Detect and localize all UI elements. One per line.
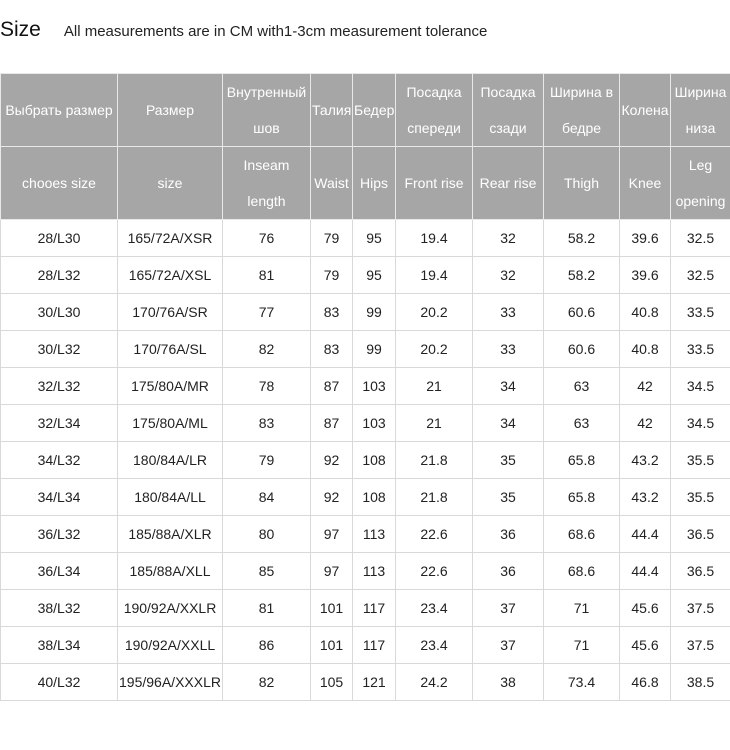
cell-size: 195/96A/XXXLR bbox=[118, 664, 223, 701]
cell-size: 175/80A/MR bbox=[118, 368, 223, 405]
cell-thigh: 73.4 bbox=[544, 664, 620, 701]
col-header-en: Leg opening bbox=[671, 147, 730, 220]
cell-leg-opening: 32.5 bbox=[671, 257, 730, 294]
col-header-en: Inseam length bbox=[223, 147, 311, 220]
col-header-ru: Размер bbox=[118, 74, 223, 147]
cell-leg-opening: 32.5 bbox=[671, 220, 730, 257]
cell-hips: 103 bbox=[353, 368, 396, 405]
cell-leg-opening: 37.5 bbox=[671, 590, 730, 627]
cell-knee: 39.6 bbox=[620, 220, 671, 257]
cell-leg-opening: 34.5 bbox=[671, 405, 730, 442]
cell-choose-size: 36/L32 bbox=[1, 516, 118, 553]
table-row bbox=[1, 516, 730, 553]
col-header-ru: Колена bbox=[620, 74, 671, 147]
cell-hips: 99 bbox=[353, 331, 396, 368]
cell-rear-rise: 32 bbox=[473, 257, 544, 294]
cell-hips: 113 bbox=[353, 516, 396, 553]
cell-thigh: 68.6 bbox=[544, 553, 620, 590]
cell-knee: 40.8 bbox=[620, 331, 671, 368]
cell-rear-rise: 34 bbox=[473, 368, 544, 405]
cell-rear-rise: 35 bbox=[473, 442, 544, 479]
cell-hips: 108 bbox=[353, 479, 396, 516]
cell-size: 185/88A/XLR bbox=[118, 516, 223, 553]
cell-thigh: 68.6 bbox=[544, 516, 620, 553]
table-row bbox=[1, 627, 730, 664]
cell-thigh: 65.8 bbox=[544, 442, 620, 479]
cell-inseam: 78 bbox=[223, 368, 311, 405]
cell-thigh: 63 bbox=[544, 368, 620, 405]
cell-knee: 44.4 bbox=[620, 516, 671, 553]
cell-hips: 108 bbox=[353, 442, 396, 479]
cell-inseam: 81 bbox=[223, 590, 311, 627]
cell-front-rise: 22.6 bbox=[396, 553, 473, 590]
cell-inseam: 86 bbox=[223, 627, 311, 664]
title-row bbox=[0, 18, 487, 46]
cell-leg-opening: 34.5 bbox=[671, 368, 730, 405]
cell-inseam: 82 bbox=[223, 331, 311, 368]
col-header-en: Hips bbox=[353, 147, 396, 220]
cell-front-rise: 24.2 bbox=[396, 664, 473, 701]
header-row-en bbox=[1, 147, 730, 220]
cell-size: 170/76A/SL bbox=[118, 331, 223, 368]
cell-leg-opening: 33.5 bbox=[671, 294, 730, 331]
cell-front-rise: 23.4 bbox=[396, 590, 473, 627]
col-header-ru: Талия bbox=[311, 74, 353, 147]
cell-size: 180/84A/LR bbox=[118, 442, 223, 479]
cell-rear-rise: 36 bbox=[473, 516, 544, 553]
cell-rear-rise: 35 bbox=[473, 479, 544, 516]
table-row bbox=[1, 479, 730, 516]
cell-hips: 117 bbox=[353, 627, 396, 664]
cell-knee: 42 bbox=[620, 368, 671, 405]
cell-thigh: 63 bbox=[544, 405, 620, 442]
cell-thigh: 58.2 bbox=[544, 257, 620, 294]
table-row bbox=[1, 220, 730, 257]
col-header-ru: Ширина низа bbox=[671, 74, 730, 147]
cell-leg-opening: 37.5 bbox=[671, 627, 730, 664]
cell-rear-rise: 34 bbox=[473, 405, 544, 442]
cell-front-rise: 21.8 bbox=[396, 442, 473, 479]
table-row bbox=[1, 553, 730, 590]
cell-hips: 121 bbox=[353, 664, 396, 701]
cell-hips: 113 bbox=[353, 553, 396, 590]
cell-knee: 45.6 bbox=[620, 627, 671, 664]
cell-inseam: 81 bbox=[223, 257, 311, 294]
measurement-note: All measurements are in CM with1-3cm measurement tolerance bbox=[63, 23, 488, 40]
cell-front-rise: 19.4 bbox=[396, 257, 473, 294]
table-row bbox=[1, 368, 730, 405]
cell-choose-size: 28/L30 bbox=[1, 220, 118, 257]
cell-leg-opening: 36.5 bbox=[671, 553, 730, 590]
col-header-en: Front rise bbox=[396, 147, 473, 220]
table-row bbox=[1, 294, 730, 331]
cell-rear-rise: 36 bbox=[473, 553, 544, 590]
col-header-ru: Посадка сзади bbox=[473, 74, 544, 147]
page-title: Size bbox=[0, 18, 41, 41]
cell-inseam: 83 bbox=[223, 405, 311, 442]
cell-inseam: 85 bbox=[223, 553, 311, 590]
table-row bbox=[1, 442, 730, 479]
cell-size: 190/92A/XXLR bbox=[118, 590, 223, 627]
table-row bbox=[1, 405, 730, 442]
cell-size: 165/72A/XSL bbox=[118, 257, 223, 294]
cell-thigh: 60.6 bbox=[544, 294, 620, 331]
cell-rear-rise: 37 bbox=[473, 590, 544, 627]
cell-knee: 42 bbox=[620, 405, 671, 442]
col-header-en: size bbox=[118, 147, 223, 220]
col-header-ru: Выбрать размер bbox=[1, 74, 118, 147]
cell-choose-size: 36/L34 bbox=[1, 553, 118, 590]
col-header-ru: Внутренный шов bbox=[223, 74, 311, 147]
cell-knee: 43.2 bbox=[620, 442, 671, 479]
cell-hips: 103 bbox=[353, 405, 396, 442]
cell-size: 190/92A/XXLL bbox=[118, 627, 223, 664]
table-body bbox=[1, 220, 730, 701]
cell-front-rise: 21.8 bbox=[396, 479, 473, 516]
cell-choose-size: 38/L32 bbox=[1, 590, 118, 627]
cell-rear-rise: 37 bbox=[473, 627, 544, 664]
cell-waist: 105 bbox=[311, 664, 353, 701]
cell-hips: 95 bbox=[353, 257, 396, 294]
cell-inseam: 79 bbox=[223, 442, 311, 479]
col-header-en: Thigh bbox=[544, 147, 620, 220]
cell-knee: 44.4 bbox=[620, 553, 671, 590]
size-table bbox=[0, 73, 730, 701]
col-header-en: Waist bbox=[311, 147, 353, 220]
cell-waist: 87 bbox=[311, 368, 353, 405]
col-header-en: Rear rise bbox=[473, 147, 544, 220]
cell-hips: 117 bbox=[353, 590, 396, 627]
table-row bbox=[1, 331, 730, 368]
cell-leg-opening: 33.5 bbox=[671, 331, 730, 368]
cell-choose-size: 34/L32 bbox=[1, 442, 118, 479]
cell-front-rise: 20.2 bbox=[396, 294, 473, 331]
cell-thigh: 58.2 bbox=[544, 220, 620, 257]
col-header-en: chooes size bbox=[1, 147, 118, 220]
cell-waist: 79 bbox=[311, 220, 353, 257]
cell-waist: 83 bbox=[311, 331, 353, 368]
cell-inseam: 77 bbox=[223, 294, 311, 331]
cell-inseam: 80 bbox=[223, 516, 311, 553]
cell-choose-size: 32/L32 bbox=[1, 368, 118, 405]
cell-front-rise: 21 bbox=[396, 368, 473, 405]
cell-waist: 87 bbox=[311, 405, 353, 442]
cell-size: 170/76A/SR bbox=[118, 294, 223, 331]
cell-thigh: 71 bbox=[544, 627, 620, 664]
cell-front-rise: 20.2 bbox=[396, 331, 473, 368]
cell-size: 185/88A/XLL bbox=[118, 553, 223, 590]
cell-rear-rise: 33 bbox=[473, 294, 544, 331]
table-row bbox=[1, 664, 730, 701]
col-header-ru: Бедер bbox=[353, 74, 396, 147]
cell-rear-rise: 33 bbox=[473, 331, 544, 368]
cell-front-rise: 21 bbox=[396, 405, 473, 442]
col-header-en: Knee bbox=[620, 147, 671, 220]
cell-inseam: 84 bbox=[223, 479, 311, 516]
cell-waist: 92 bbox=[311, 479, 353, 516]
table-row bbox=[1, 257, 730, 294]
cell-choose-size: 34/L34 bbox=[1, 479, 118, 516]
cell-rear-rise: 32 bbox=[473, 220, 544, 257]
cell-thigh: 60.6 bbox=[544, 331, 620, 368]
cell-choose-size: 32/L34 bbox=[1, 405, 118, 442]
cell-inseam: 76 bbox=[223, 220, 311, 257]
cell-leg-opening: 35.5 bbox=[671, 442, 730, 479]
cell-size: 165/72A/XSR bbox=[118, 220, 223, 257]
cell-thigh: 71 bbox=[544, 590, 620, 627]
cell-waist: 97 bbox=[311, 516, 353, 553]
cell-inseam: 82 bbox=[223, 664, 311, 701]
col-header-ru: Ширина в бедре bbox=[544, 74, 620, 147]
cell-front-rise: 23.4 bbox=[396, 627, 473, 664]
cell-front-rise: 22.6 bbox=[396, 516, 473, 553]
cell-thigh: 65.8 bbox=[544, 479, 620, 516]
cell-size: 175/80A/ML bbox=[118, 405, 223, 442]
cell-leg-opening: 35.5 bbox=[671, 479, 730, 516]
cell-waist: 92 bbox=[311, 442, 353, 479]
cell-choose-size: 40/L32 bbox=[1, 664, 118, 701]
cell-waist: 79 bbox=[311, 257, 353, 294]
cell-waist: 97 bbox=[311, 553, 353, 590]
header-row-ru bbox=[1, 74, 730, 147]
cell-front-rise: 19.4 bbox=[396, 220, 473, 257]
cell-knee: 39.6 bbox=[620, 257, 671, 294]
table-row bbox=[1, 590, 730, 627]
cell-knee: 40.8 bbox=[620, 294, 671, 331]
col-header-ru: Посадка спереди bbox=[396, 74, 473, 147]
cell-choose-size: 38/L34 bbox=[1, 627, 118, 664]
cell-choose-size: 28/L32 bbox=[1, 257, 118, 294]
cell-waist: 101 bbox=[311, 627, 353, 664]
cell-hips: 99 bbox=[353, 294, 396, 331]
cell-leg-opening: 36.5 bbox=[671, 516, 730, 553]
cell-knee: 43.2 bbox=[620, 479, 671, 516]
cell-knee: 46.8 bbox=[620, 664, 671, 701]
cell-choose-size: 30/L30 bbox=[1, 294, 118, 331]
cell-choose-size: 30/L32 bbox=[1, 331, 118, 368]
cell-knee: 45.6 bbox=[620, 590, 671, 627]
cell-rear-rise: 38 bbox=[473, 664, 544, 701]
cell-hips: 95 bbox=[353, 220, 396, 257]
cell-size: 180/84A/LL bbox=[118, 479, 223, 516]
cell-waist: 83 bbox=[311, 294, 353, 331]
cell-leg-opening: 38.5 bbox=[671, 664, 730, 701]
cell-waist: 101 bbox=[311, 590, 353, 627]
